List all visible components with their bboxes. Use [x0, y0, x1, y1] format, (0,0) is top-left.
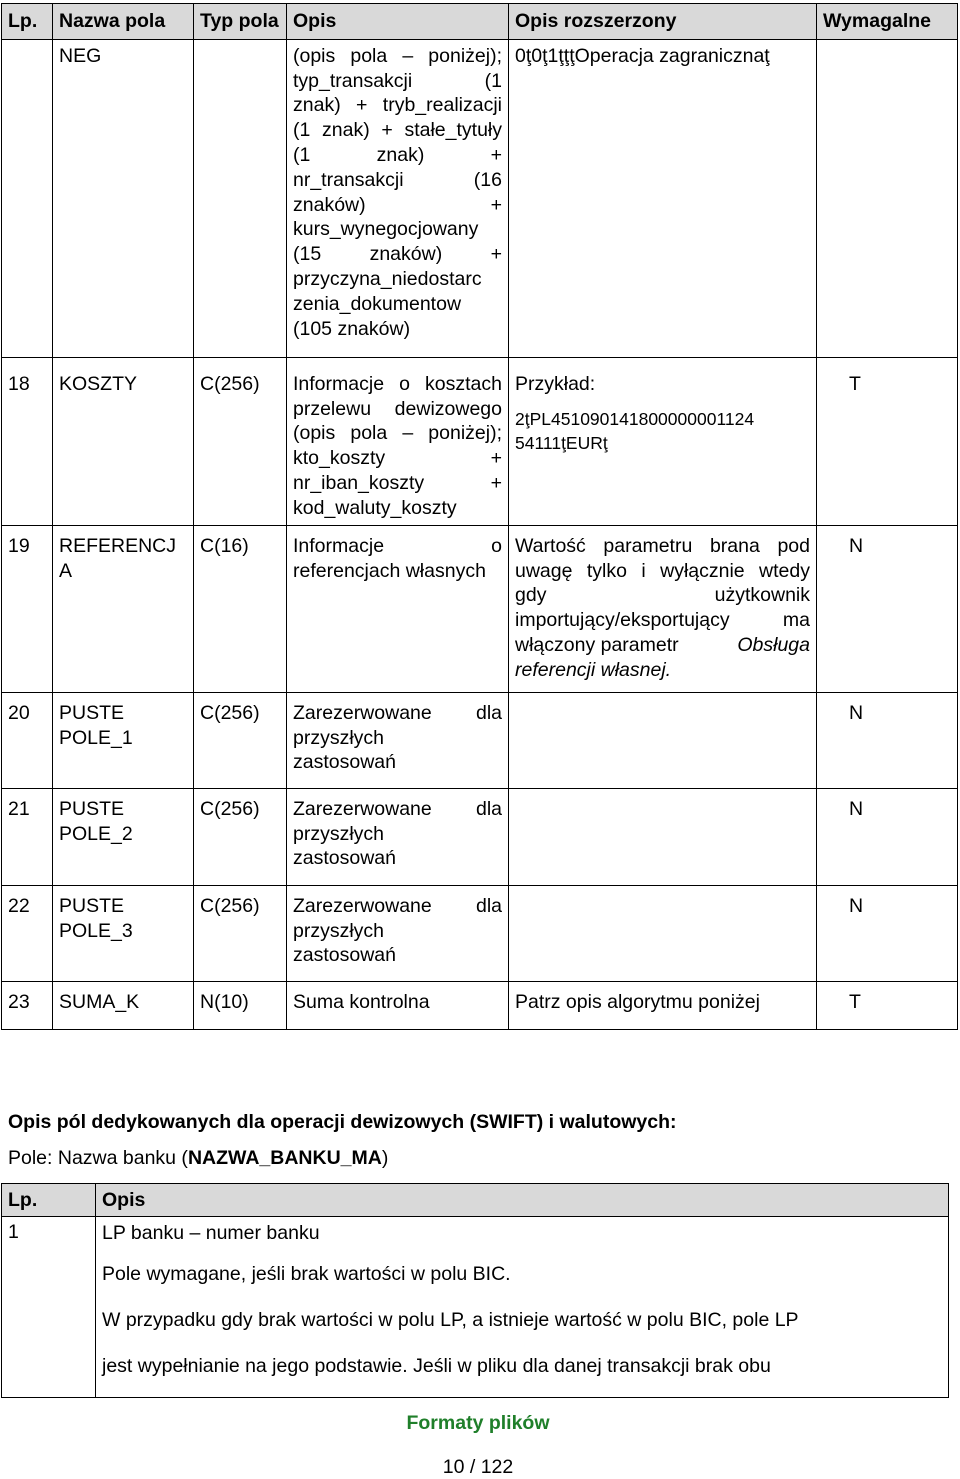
cell-name: REFERENCJA [53, 525, 194, 692]
desc-line: W przypadku gdy brak wartości w polu LP, a istnieje wartość w polu BIC, pole LP [102, 1309, 799, 1331]
cell-name: PUSTE POLE_3 [53, 885, 194, 981]
desc-line: kurs_wynegocjowany [293, 218, 479, 241]
desc-line: zastosowań [293, 847, 396, 870]
example-value: 54111ţEURţ [515, 433, 608, 454]
desc-line: (1 znak) + stałe_tytuły [293, 119, 502, 142]
desc-line: Zarezerwowane dla [293, 894, 502, 917]
ext-line: Wartość parametru brana pod [515, 534, 810, 557]
desc-line: przyczyna_niedostarc [293, 267, 482, 290]
table-row [2, 357, 958, 525]
ext-italic: referencji własnej. [515, 658, 672, 681]
desc-line: Zarezerwowane dla [293, 701, 502, 724]
cell-lp: 23 [2, 981, 53, 1029]
cell-ext [509, 357, 817, 525]
cell-desc [287, 885, 509, 981]
cell-ext: Patrz opis algorytmu poniżej [509, 981, 817, 1029]
ext-line: uwagę tylko i wyłącznie wtedy [515, 559, 810, 582]
desc-line: przyszłych [293, 822, 385, 845]
desc-line: Informacje o [293, 534, 502, 557]
table-row [2, 981, 958, 1029]
cell-ext [509, 692, 817, 788]
header-req: Wymagalne [817, 4, 958, 40]
cell-type: C(256) [194, 788, 287, 885]
header-name: Nazwa pola [53, 4, 194, 40]
cell-name: KOSZTY [53, 357, 194, 525]
cell-ext [509, 788, 817, 885]
cell-lp [2, 39, 53, 357]
table-row [2, 1217, 949, 1398]
table-header-row [2, 4, 958, 40]
cell-name: NEG [53, 39, 194, 357]
cell-req: N [817, 788, 958, 885]
cell-name: PUSTE POLE_2 [53, 788, 194, 885]
desc-line: referencjach własnych [293, 559, 486, 582]
desc-line: (opis pola – poniżej); [293, 44, 502, 67]
header-desc: Opis [287, 4, 509, 40]
desc-line: przelewu dewizowego [293, 397, 502, 420]
ext-line [515, 633, 810, 658]
desc-line: kto_koszty + [293, 447, 502, 470]
cell-desc [287, 525, 509, 692]
desc-line: (1 znak) + [293, 143, 502, 166]
cell-req [817, 39, 958, 357]
cell-req: T [817, 981, 958, 1029]
cell-desc [287, 788, 509, 885]
desc-line: przyszłych [293, 726, 385, 749]
cell-type: C(256) [194, 885, 287, 981]
desc-line: Informacje o kosztach [293, 372, 502, 395]
fields-table [1, 3, 958, 1030]
cell-name: PUSTE POLE_1 [53, 692, 194, 788]
desc-line: nr_transakcji (16 [293, 168, 502, 191]
cell-lp: 22 [2, 885, 53, 981]
cell-type: N(10) [194, 981, 287, 1029]
cell-lp: 18 [2, 357, 53, 525]
desc-line: przyszłych [293, 919, 385, 942]
desc-line: zastosowań [293, 751, 396, 774]
desc-line: zastosowań [293, 944, 396, 967]
desc-line: (15 znaków) + [293, 243, 502, 266]
desc-line: typ_transakcji (1 [293, 69, 502, 92]
table-header-row [2, 1184, 949, 1217]
cell-lp: 1 [2, 1217, 96, 1398]
cell-req: T [817, 357, 958, 525]
header-desc: Opis [96, 1184, 949, 1217]
ext-italic: Obsługa [737, 633, 810, 656]
table-row [2, 788, 958, 885]
header-lp: Lp. [2, 4, 53, 40]
desc-line: (opis pola – poniżej); [293, 422, 502, 445]
cell-type: C(16) [194, 525, 287, 692]
desc-line: kod_waluty_koszty [293, 496, 457, 519]
bank-name-table [1, 1183, 949, 1398]
cell-desc: Suma kontrolna [287, 981, 509, 1029]
desc-line: zenia_dokumentow [293, 292, 462, 315]
desc-line: nr_iban_koszty + [293, 471, 502, 494]
cell-req: N [817, 885, 958, 981]
cell-lp: 21 [2, 788, 53, 885]
ext-line: importujący/eksportujący ma [515, 609, 810, 632]
cell-ext [509, 885, 817, 981]
example-value: 2ţPL45109014180000000112​4 [515, 408, 755, 429]
header-type: Typ pola [194, 4, 287, 40]
desc-line: Zarezerwowane dla [293, 797, 502, 820]
field-code: NAZWA_BANKU_MA [187, 1147, 382, 1169]
desc-line: (105 znaków) [293, 317, 411, 340]
desc-line: znaków) + [293, 193, 502, 216]
header-ext: Opis rozszerzony [509, 4, 817, 40]
desc-line: LP banku – numer banku [102, 1222, 320, 1244]
ext-line: gdy użytkownik [515, 584, 810, 607]
ext-text: włączony parametr [515, 633, 679, 656]
desc-line: Pole wymagane, jeśli brak wartości w polu BIC. [102, 1263, 511, 1285]
header-lp: Lp. [2, 1184, 96, 1217]
cell-type: C(256) [194, 692, 287, 788]
example-label: Przykład: [515, 372, 596, 395]
cell-desc [96, 1217, 949, 1398]
section-title: Opis pól dedykowanych dla operacji dewizowych (SWIFT) i walutowych: [8, 1111, 677, 1133]
desc-line: znak) + tryb_realizacji [293, 94, 502, 117]
cell-ext: 0ţ0ţ1ţţţOperacja zagranicznaţ [509, 39, 817, 357]
cell-ext [509, 525, 817, 692]
cell-type [194, 39, 287, 357]
cell-desc [287, 357, 509, 525]
field-title [8, 1147, 388, 1170]
table-row [2, 39, 958, 357]
footer-title: Formaty plików [406, 1412, 550, 1434]
table-row [2, 692, 958, 788]
cell-lp: 19 [2, 525, 53, 692]
table-row [2, 525, 958, 692]
cell-desc [287, 692, 509, 788]
cell-req: N [817, 692, 958, 788]
cell-req: N [817, 525, 958, 692]
cell-desc [287, 39, 509, 357]
cell-type: C(256) [194, 357, 287, 525]
cell-name: SUMA_K [53, 981, 194, 1029]
table-row [2, 885, 958, 981]
cell-lp: 20 [2, 692, 53, 788]
desc-line: jest wypełnianie na jego podstawie. Jeśli w pliku dla danej transakcji brak obu [102, 1355, 771, 1377]
field-prefix: Pole: Nazwa banku ( [8, 1147, 188, 1169]
field-suffix: ) [381, 1147, 389, 1169]
page-number: 10 / 122 [442, 1456, 514, 1478]
